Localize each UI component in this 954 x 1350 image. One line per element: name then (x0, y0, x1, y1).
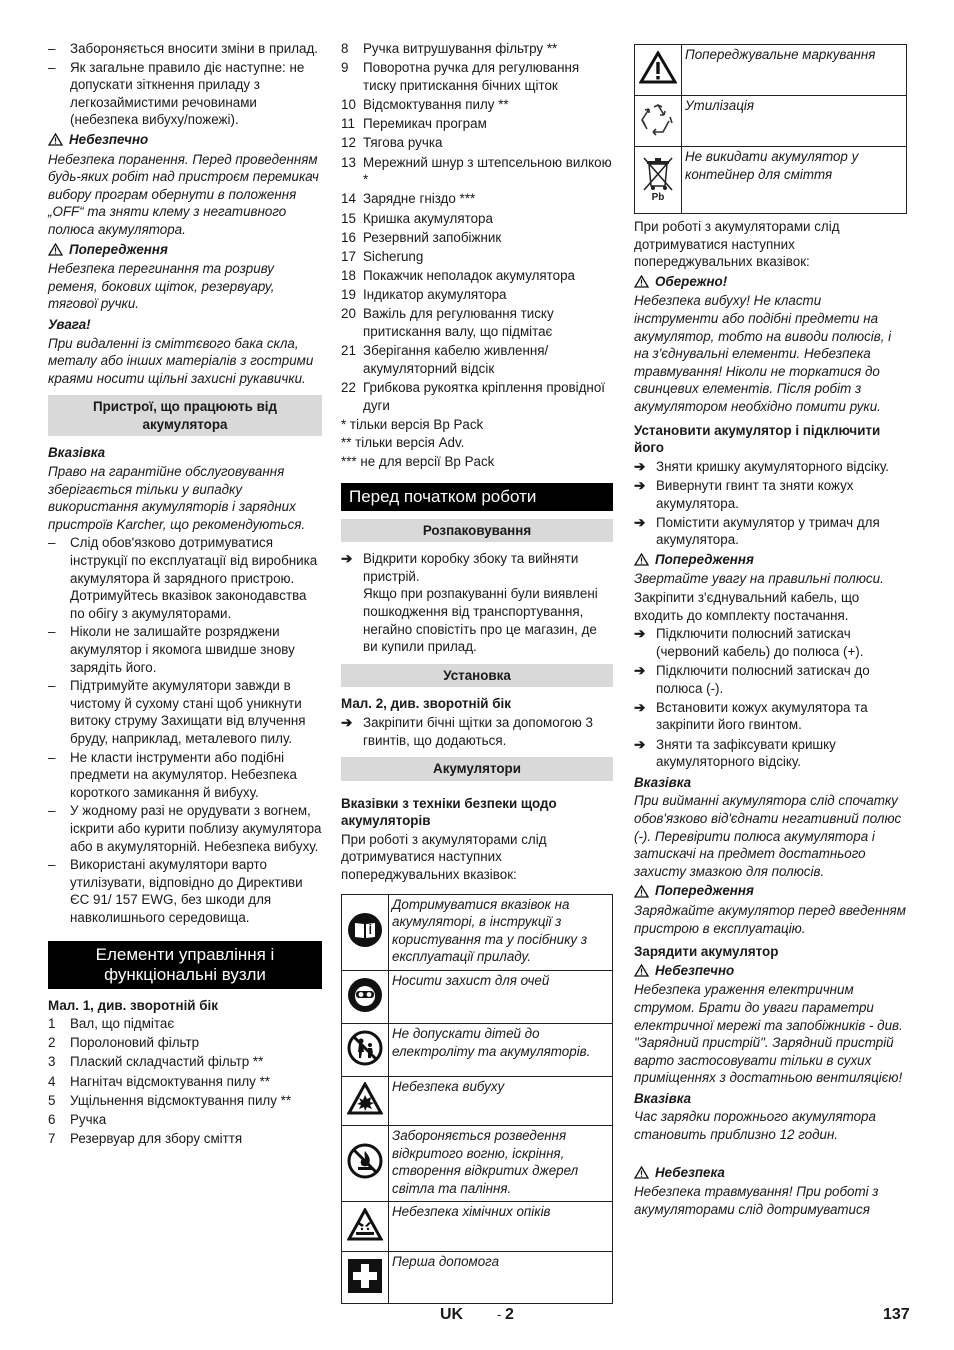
warning-triangle-icon (48, 133, 63, 146)
symbol-table (634, 44, 907, 214)
table-row: Небезпека вибуху (342, 1077, 613, 1126)
warning-text: Заряджайте акумулятор перед введенням пристрою в експлуатацію. (634, 902, 906, 936)
table-row: Утилізація (635, 96, 907, 147)
list-item: ➔ Вивернути гвинт та зняти кожух акумулятора. (634, 477, 854, 511)
subheading-unpacking: Розпаковування (341, 519, 613, 543)
list-item: – Забороняється вносити зміни в прилад. (48, 41, 318, 56)
list-item: 5 Ущільнення відсмоктування пилу ** (48, 1092, 292, 1108)
subheading-batteries: Акумулятори (341, 757, 613, 781)
page-number: 137 (883, 1306, 910, 1323)
table-row: Не допускати дітей до електроліту та акумуляторів. (342, 1024, 613, 1077)
note-text: Час зарядки порожнього акумулятора становить приблизно 12 годин. (634, 1109, 876, 1143)
note-heading: Вказівка (634, 774, 692, 790)
list-item: 7 Резервуар для збору сміття (48, 1131, 243, 1147)
arrow-right-icon: ➔ (634, 458, 646, 474)
list-item: – У жодному разі не орудувати з вогнем, іскрити або курити поблизу акумулятора або в акумуляторній. Небезпека вибуху. (48, 803, 322, 854)
danger-text: Небезпека травмування! При роботі з акумуляторами слід дотримуватися (634, 1184, 879, 1217)
warning-text: Звертайте увагу на правильні полюси. (634, 571, 884, 587)
list-item: 19 Індикатор акумулятора (341, 287, 507, 303)
arrow-right-icon: ➔ (634, 514, 646, 530)
list-item: 6 Ручка (48, 1112, 107, 1128)
first-aid-icon (347, 1258, 383, 1294)
arrow-right-icon: ➔ (634, 477, 646, 493)
list-item: 11 Перемикач програм (341, 116, 487, 132)
list-item: – Як загальне правило діє наступне: не допускати зіткнення приладу з легкозаймистими речовинами (небезпека вибуху/пожежі). (48, 59, 305, 128)
arrow-right-icon: ➔ (634, 626, 646, 642)
arrow-right-icon: ➔ (634, 699, 646, 715)
table-row: Забороняється розведення відкритого вогню, іскріння, створення відкритих джерел світла та паління. (342, 1126, 613, 1202)
list-item: ➔ Закріпити бічні щітки за допомогою 3 гвинтів, що додаються. (341, 714, 593, 748)
list-item: – Слід обов'язково дотримуватися інструкції по експлуатації від виробника акумулятора й зарядного пристрою. Дотримуйтесь вказівок законодавства по обігу з акумуляторами. (48, 535, 318, 621)
warning-triangle-icon (634, 553, 649, 566)
warning-triangle-icon (48, 243, 63, 256)
list-item: 13 Мережний шнур з штепсельною вилкою * (341, 154, 612, 188)
footer-language: UK (440, 1306, 464, 1323)
column-right (634, 44, 907, 1219)
list-item: 1 Вал, що підмітає (48, 1016, 175, 1032)
note-heading: Вказівка (48, 445, 106, 461)
list-item: 12 Тягова ручка (341, 135, 443, 151)
list-item: 14 Зарядне гніздо *** (341, 191, 476, 207)
list-item: 18 Покажчик неполадок акумулятора (341, 268, 576, 284)
arrow-right-icon: ➔ (634, 736, 646, 752)
list-item: 10 Відсмоктування пилу ** (341, 96, 509, 112)
caution-heading: Обережно! (634, 273, 907, 291)
list-item: 8 Ручка витрушування фільтру ** (341, 41, 558, 56)
explosion-icon (347, 1082, 383, 1116)
no-bin-pb-icon (639, 154, 677, 202)
arrow-right-icon: ➔ (341, 551, 353, 567)
safety-text: При роботі з акумуляторами слід дотримуватися наступних попереджувальних вказівок: (341, 831, 547, 883)
manual-icon (347, 912, 383, 948)
list-item: 4 Нагнітач відсмоктування пилу ** (48, 1073, 270, 1089)
warning-heading: Попередження (48, 241, 322, 259)
charge-heading: Зарядити акумулятор (634, 944, 779, 960)
danger-heading: Небезпечно (634, 962, 907, 980)
safety-heading: Вказівки з техніки безпеки щодо акумуляторів (341, 795, 557, 829)
goggles-icon (347, 977, 383, 1013)
list-item: 9 Поворотна ручка для регулювання тиску притискання бічних щіток (341, 60, 580, 93)
warning-triangle-icon (634, 1166, 649, 1179)
danger-text: Небезпека поранення. Перед проведенням будь-яких робіт над пристроєм перемикач вибору програм обернути в положення „OFF“ та зняти клему з негативного полюса акумулятора. (48, 151, 319, 237)
list-item: ➔ Відкрити коробку збоку та вийняти пристрій. Якщо при розпакуванні були виявлені пошкодження від транспортування, негайно сповістіть про це магазин, де ви купили прилад. (341, 551, 598, 655)
danger-heading: Небезпечно (48, 131, 322, 149)
intro-text: При роботі з акумуляторами слід дотримуватися наступних попереджувальних вказівок: (634, 219, 840, 270)
list-item: ➔ Підключити полюсний затискач (червоний кабель) до полюса (+). (634, 626, 864, 659)
footnote: ** тільки версія Adv. (341, 435, 465, 451)
table-row: Pb Не викидати акумулятор у контейнер для сміття (635, 147, 907, 214)
list-item: – Не класти інструменти або подібні предмети на акумулятор. Небезпека короткого замикання й вибуху. (48, 749, 297, 800)
list-item: ➔ Помістити акумулятор у тримач для акумулятора. (634, 514, 880, 548)
acid-burn-icon (347, 1208, 383, 1242)
footer-local-page: - 2 (497, 1306, 514, 1323)
symbol-table (341, 894, 613, 1305)
pb-label: Pb (651, 191, 665, 202)
list-item: – Використані акумулятори варто утилізувати, відповідно до Директиви ЄС 91/ 157 EWG, без шкоди для навколишнього середовища. (48, 857, 303, 925)
warning-heading: Попередження (634, 551, 907, 569)
warning-triangle-icon (634, 964, 649, 977)
children-prohibited-icon (347, 1030, 383, 1066)
danger-heading: Небезпека (634, 1164, 907, 1182)
arrow-right-icon: ➔ (634, 663, 646, 679)
attention-heading: Увага! (48, 316, 91, 332)
list-item: ➔ Підключити полюсний затискач до полюса (-). (634, 663, 870, 696)
list-item: 20 Важіль для регулювання тиску притискання валу, що підмітає (341, 306, 554, 340)
danger-text: Небезпека ураження електричним струмом. Брати до уваги параметри електричної мережі та запобіжників - див. "Зарядний пристрій". Зарядний пристрій варто застосовувати тільки в сухих приміщеннях з достатньою вентиляцією! (634, 982, 903, 1086)
column-left (48, 40, 322, 1149)
list-item: 2 Поролоновий фільтр (48, 1035, 200, 1051)
table-row: Перша допомога (342, 1252, 613, 1304)
note-text: Право на гарантійне обслуговування зберігається тільки у випадку використання акумуляторів і зарядних пристроїв Karcher, що рекомендуються. (48, 464, 306, 532)
figure-reference: Мал. 2, див. зворотній бік (341, 696, 511, 712)
table-row: Небезпека хімічних опіків (342, 1202, 613, 1252)
list-item: – Підтримуйте акумулятори завжди в чистому й сухому стані щоб уникнути витоку струму Захищати від влучення бруду, наприклад, металевого пилу. (48, 678, 306, 746)
table-row: Попереджувальне маркування (635, 45, 907, 96)
list-item: 16 Резервний запобіжник (341, 229, 502, 245)
note-text: При вийманні акумулятора слід спочатку обов'язково від'єднати негативний полюс (-). Перевірити полюса акумулятора і затискачі на предмет достатнього захисту змазкою для полюсів. (634, 793, 902, 879)
section-heading-before-start: Перед початком роботи (341, 483, 613, 511)
cable-text: Закріпити з'єднувальний кабель, що входить до комплекту постачання. (634, 590, 860, 623)
table-row: Носити захист для очей (342, 971, 613, 1024)
list-item: ➔ Зняти та зафіксувати кришку акумуляторного відсіку. (634, 736, 836, 770)
subheading-installation: Установка (341, 664, 613, 688)
attention-text: При видаленні із сміттєвого бака скла, металу або інших матеріалів з гострими краями носити щільні захисні рукавички. (48, 335, 314, 386)
warning-triangle-icon (634, 275, 649, 288)
caution-text: Небезпека вибуху! Не класти інструменти або подібні предмети на акумулятор, тобто на виводи полюсів, і на з'єднувальні елементи. Небезпека травмування! Ніколи не торкатися до свинцевих елементів. Після робіт з акумулятором необхідно помити руки. (634, 293, 892, 414)
list-item: ➔ Зняти кришку акумуляторного відсіку. (634, 458, 889, 474)
section-heading-controls: Елементи управління і функціональні вузли (48, 941, 322, 989)
list-item: 3 Плаский складчастий фільтр ** (48, 1054, 264, 1070)
footnote: * тільки версія Bp Pack (341, 416, 484, 432)
warning-text: Небезпека перегинання та розриву ременя, бокових щіток, резервуару, тягової ручки. (48, 261, 275, 312)
list-item: 15 Кришка акумулятора (341, 210, 493, 226)
column-middle (341, 40, 613, 1304)
recycling-icon (639, 101, 677, 137)
list-item: ➔ Встановити кожух акумулятора та закріпити його гвинтом. (634, 699, 868, 733)
note-heading: Вказівка (634, 1090, 692, 1106)
footnote: *** не для версії Bp Pack (341, 453, 495, 469)
section-heading-battery-devices: Пристрої, що працюють від акумулятора (48, 395, 322, 436)
no-fire-icon (347, 1143, 383, 1179)
list-item: 17 Sicherung (341, 248, 424, 264)
arrow-right-icon: ➔ (341, 714, 353, 730)
table-row: Дотримуватися вказівок на акумуляторі, в інструкції з користування та у посібнику з експлуатації приладу. (342, 894, 613, 970)
list-item: 22 Грибкова рукоятка кріплення провідної дуги (341, 380, 605, 413)
warning-triangle-icon (634, 885, 649, 898)
list-item: – Ніколи не залишайте розряджени акумулятор і якомога швидше знову зарядіть його. (48, 624, 295, 675)
list-item: 21 Зберігання кабелю живлення/ акумуляторний відсік (341, 343, 549, 376)
warning-heading: Попередження (634, 882, 907, 900)
install-heading: Установити акумулятор і підключити його (634, 422, 881, 456)
warning-triangle-icon (639, 51, 677, 85)
figure-reference: Мал. 1, див. зворотній бік (48, 997, 218, 1013)
